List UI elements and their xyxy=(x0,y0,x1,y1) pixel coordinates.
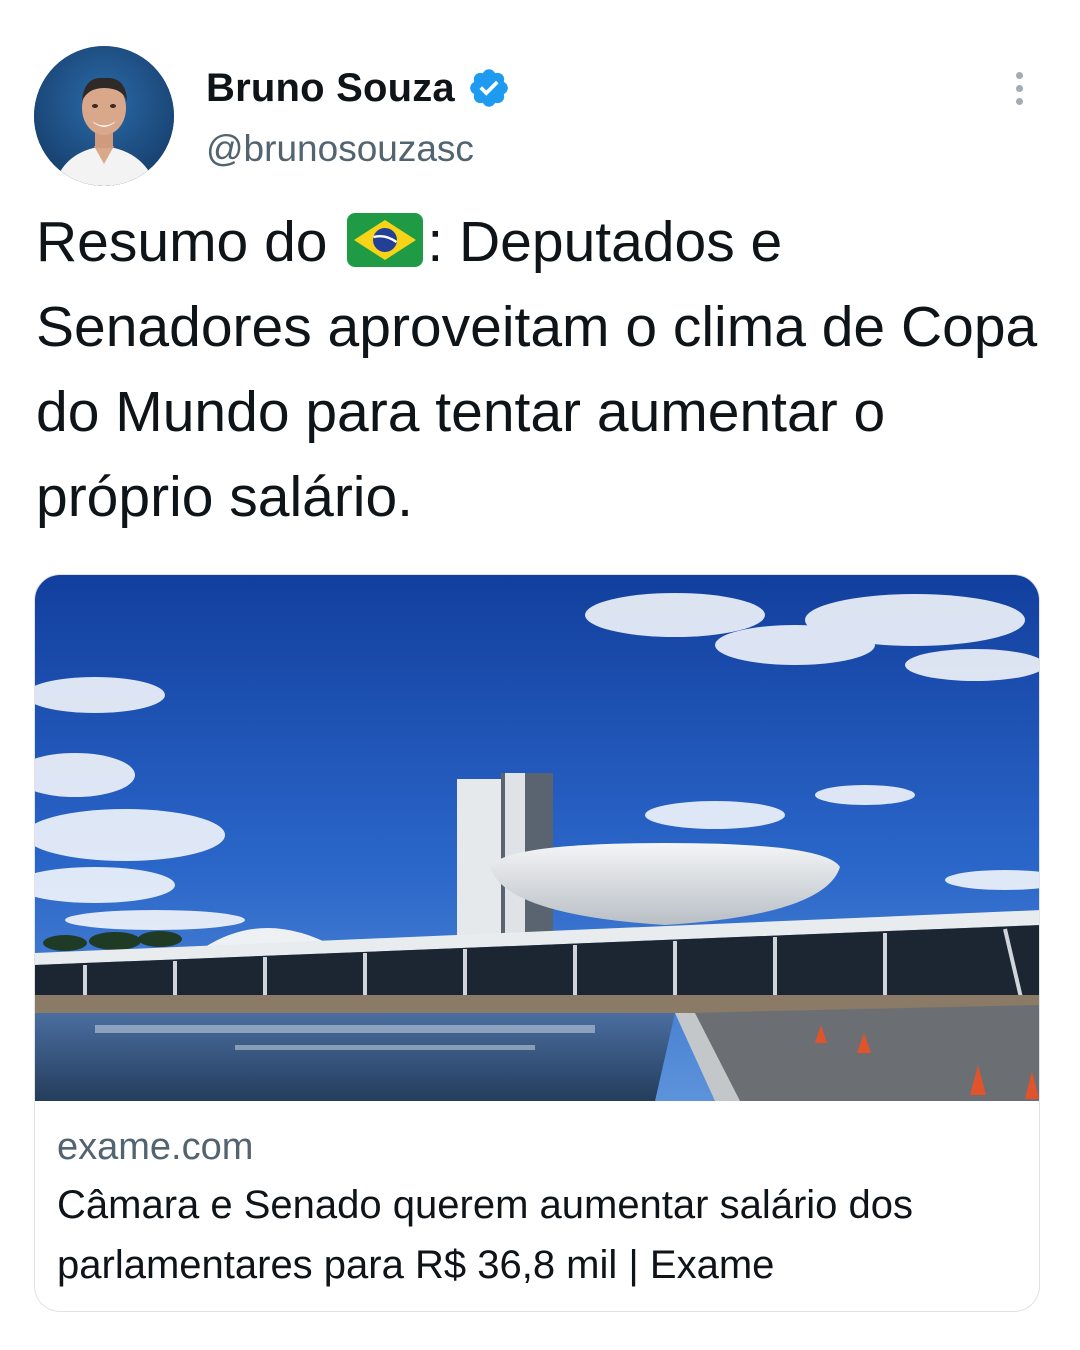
avatar-image xyxy=(34,46,174,186)
tweet-text xyxy=(36,200,1046,540)
card-body xyxy=(35,1101,1039,1295)
more-dot xyxy=(1016,85,1023,92)
user-handle[interactable]: @brunosouzasc xyxy=(206,128,474,169)
brazil-flag-icon xyxy=(347,213,423,267)
link-preview-card[interactable] xyxy=(34,574,1040,1312)
tweet-text-part-1: Resumo do xyxy=(36,210,344,274)
card-title[interactable]: Câmara e Senado querem aumentar salário dos parlamentares para R$ 36,8 mil | Exame xyxy=(57,1183,914,1287)
more-dot xyxy=(1016,72,1023,79)
card-image[interactable] xyxy=(35,575,1040,1101)
tweet-text-part-2: : Deputados e Senadores aproveitam o clima de Copa do Mundo para tentar aumentar o próprio salário. xyxy=(36,210,1038,529)
avatar[interactable] xyxy=(34,46,174,186)
national-congress-photo xyxy=(35,575,1040,1101)
more-options-icon[interactable] xyxy=(1000,66,1038,110)
card-domain: exame.com xyxy=(57,1126,254,1168)
user-name-row xyxy=(206,58,511,118)
display-name[interactable]: Bruno Souza xyxy=(206,65,455,110)
verified-badge-icon xyxy=(467,66,511,110)
more-dot xyxy=(1016,98,1023,105)
